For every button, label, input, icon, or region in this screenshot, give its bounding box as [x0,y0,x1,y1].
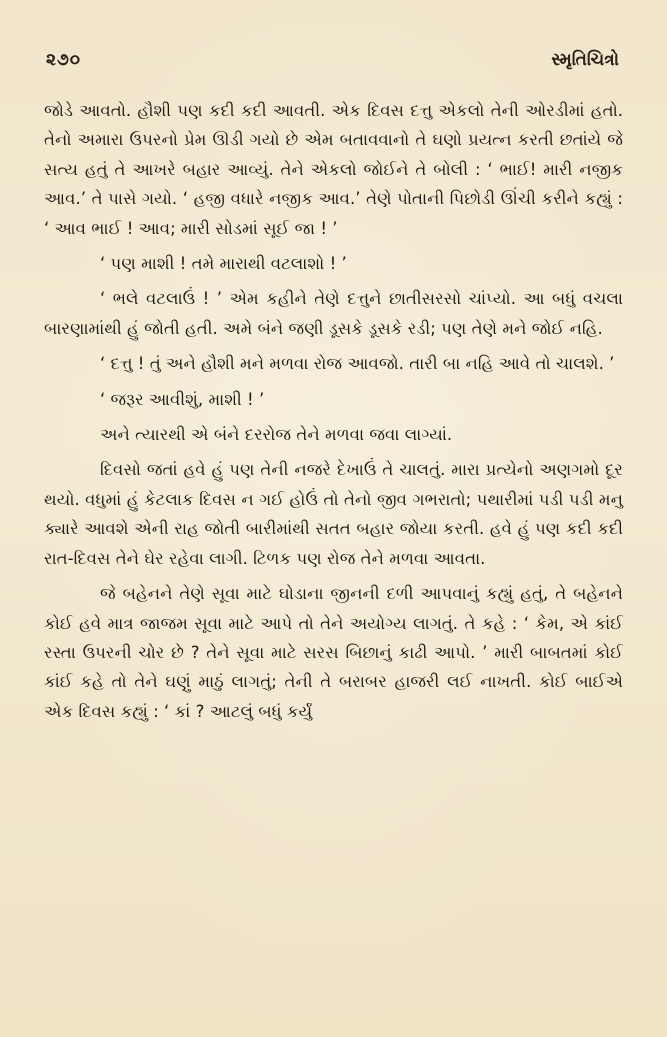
paragraph-dialogue: ‘ દત્તુ ! તું અને હૌશી મને મળવા રોજ આવજો. તારી બા નહિ આવે તો ચાલશે. ’ [100,354,615,374]
paragraph-continuation: જોડે આવતો. હૌશી પણ કદી કદી આવતી. એક દિવસ દત્તુ એકલો તેની ઓરડીમાં હતો. તેનો અમારા ઉપરનો પ્રેમ ઊડી ગયો છે એમ બતાવવાનો તે ઘણો પ્રયત્ન કરતી છતાંયે જે સત્ય હતું તે આખરે બહાર આવ્યું. તેને એકલો જોઈને તે બોલી : ‘ ભાઈ! મારી નજીક આવ.’ તે પાસે ગયો. ‘ હજી વધારે નજીક આવ.’ તેણે પોતાની પિછોડી ઊંચી કરીને કહ્યું : ‘ આવ ભાઈ ! આવ; મારી સોડમાં સૂઈ જા ! ’ [44,101,623,238]
running-header [44,50,623,84]
paragraph: દિવસો જતાં હવે હું પણ તેની નજરે દેખાઉં તે ચાલતું. મારા પ્રત્યેનો અણગમો દૂર થયો. વધુમાં હું કેટલાક દિવસ ન ગઈ હોઉં તો તેનો જીવ ગભરાતો; પથારીમાં પડી પડી મનુ ક્યારે આવશે એની રાહ જોતી બારીમાંથી સતત બહાર જોયા કરતી. હવે હું પણ કદી કદી રાત-દિવસ તેને ઘેર રહેવા લાગી. ટિળક પણ રોજ તેને મળવા આવતા. [44,460,623,568]
paragraph: અને ત્યારથી એ બંને દરરોજ તેને મળવા જવા લાગ્યાં. [100,425,453,445]
paragraph-dialogue: ‘ પણ માશી ! તમે મારાથી વટલાશો ! ’ [100,254,347,274]
paragraph: જે બહેનને તેણે સૂવા માટે ઘોડાના જીનની દળી આપવાનું કહ્યું હતું, તે બહેનને કોઈ હવે માત્ર જાજમ સૂવા માટે આપે તો તેને અયોગ્ય લાગતું. તે કહે : ‘ કેમ, એ કાંઈ રસ્તા ઉપરની ચોર છે ? તેને સૂવા માટે સરસ બિછાનું કાઢી આપો. ’ મારી બાબતમાં કોઈ કાંઈ કહે તો તેને ઘણું માઠું લાગતું; તેની તે બરાબર હાજરી લઈ નાખતી. કોઈ બાઈએ એક દિવસ કહ્યું : ‘ કાં ? આટલું બધું કર્યું [44,584,623,721]
running-title: સ્મૃતિચિત્રો [551,50,619,70]
paragraph: ‘ ભલે વટલાઉં ! ’ એમ કહીને તેણે દત્તુને છાતીસરસો ચાંપ્યો. આ બધું વચલા બારણામાંથી હું જોતી હતી. અમે બંને જણી ડૂસકે ડૂસકે રડી; પણ તેણે મને જોઈ નહિ. [44,289,623,338]
page-number: ૨૭૦ [46,50,82,70]
paragraph-dialogue: ‘ જરૂર આવીશું, માશી ! ’ [100,389,265,409]
body-text [44,96,623,726]
